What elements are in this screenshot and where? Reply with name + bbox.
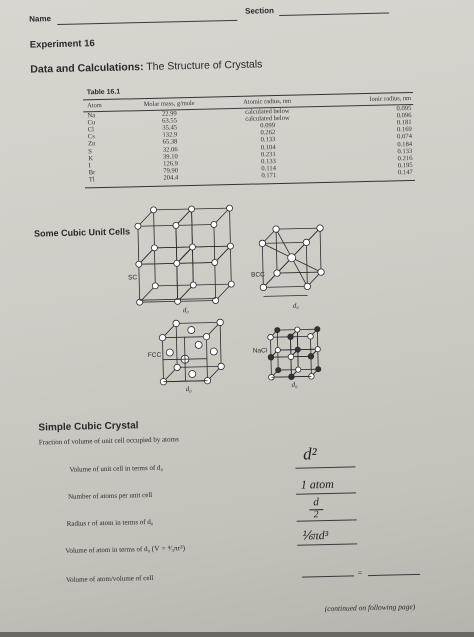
nacl-d0-label: d₀ [291,381,297,389]
fcc-label: FCC [148,352,162,359]
face-line [184,337,185,381]
cell-edge [154,210,155,248]
section-label: Section [245,6,274,16]
cell-atomic-radius: 0.104 [212,143,324,153]
chloride-ion [308,353,314,359]
cell-molar-mass: 204.4 [129,173,213,182]
cell-edge [177,263,178,301]
experiment-title: Experiment 16 [30,38,95,50]
cell-edge [154,248,155,286]
cell-molar-mass: 132.9 [128,131,212,140]
d0-dimension-line [271,376,311,377]
col-atom: Atom [87,101,127,112]
cell-edge [139,264,140,302]
heading-rest: The Structure of Crystals [146,58,262,73]
cell-edge [230,246,231,284]
cell-edge [192,246,230,247]
chloride-ion [288,334,294,340]
cell-ionic-radius: 0.184 [324,141,412,150]
atom-dot [174,364,181,371]
cell-atomic-radius: 0.171 [213,171,325,181]
cell-atom: Cu [88,119,128,127]
atom-dot [275,347,280,352]
cell-atomic-radius: 0.231 [212,150,324,160]
cell-edge [192,208,230,209]
atom-dot [295,347,300,352]
simple-cubic-subheading: Fraction of volume of unit cell occupied by atoms [39,435,179,446]
atom-dot [135,223,141,229]
cell-atomic-radius: 0.114 [213,164,325,174]
atom-dot [315,347,320,352]
cell-ionic-radius: 0.096 [323,112,411,121]
atom-dot [151,245,157,251]
atom-dot [166,349,173,356]
cell-ionic-radius: 0.169 [324,126,412,135]
sodium-ion [308,333,314,339]
cell-edge [320,228,321,272]
atom-dot [304,283,311,290]
col-atomic-radius: Atomic radius, nm [211,97,323,110]
answer-radius-numerator: d [313,496,319,508]
name-label: Name [29,14,51,23]
cell-edge [177,366,221,367]
q-atom-volume-formula: (V = ⁴⁄₃πr³) [152,543,185,553]
cell-edge [176,225,177,263]
atom-dot [218,363,225,370]
sodium-ion [288,354,294,360]
cell-edge [306,242,307,286]
cell-molar-mass: 35.45 [128,124,212,133]
cell-ionic-radius: 0.181 [324,119,412,128]
cell-edge [214,225,215,263]
atom-dot [259,240,266,247]
cell-atom: Na [87,112,127,120]
cell-edge [277,272,321,273]
atom-dot [195,341,202,348]
cell-atomic-radius: calculated below [211,114,323,124]
cell-edge [154,209,192,210]
cell-edge [176,225,214,226]
cell-edge [215,262,216,300]
answer-cell-volume: d² [303,444,317,464]
atom-dot [136,261,142,267]
cell-edge [192,209,193,247]
cell-edge [140,301,178,302]
q-cell-volume: Volume of unit cell in terms of d₀ [69,464,163,474]
atom-dot [173,320,180,327]
cell-ionic-radius: 0.133 [324,148,412,157]
cell-edge [193,284,231,285]
cell-molar-mass: 65.38 [128,138,212,147]
atom-dot [226,205,232,211]
q-atoms-per-cell: Number of atoms per unit cell [68,491,152,501]
cell-edge [138,225,176,226]
answer-atom-volume: ⅙πd³ [301,528,329,544]
cell-atom: K [88,154,128,162]
chloride-ion [268,354,274,360]
simple-cubic-heading: Simple Cubic Crystal [38,420,138,433]
cell-atom: Cs [88,133,128,141]
cell-molar-mass: 39.10 [128,152,212,161]
cell-edge [176,323,177,367]
cell-edge [220,322,221,366]
equals-sign: = [358,568,363,577]
cell-edge [262,243,263,287]
cell-edge [276,228,320,229]
cell-ionic-radius: 0.095 [323,105,411,114]
cell-atom: S [88,147,128,155]
atom-dot [151,207,157,213]
body-center-atom [288,254,296,262]
atom-dot [211,221,217,227]
answer-radius-denominator: 2 [313,509,318,520]
atom-dot [217,319,224,326]
cell-ionic-radius: 0.216 [324,155,412,164]
cell-edge [139,263,177,264]
col-molar-mass: Molar mass, g/mole [127,100,211,112]
atom-dot [315,327,320,332]
cell-atom: I [88,161,128,169]
atom-dot [274,270,281,277]
cell-edge [154,247,192,248]
cell-ionic-radius: 0.195 [325,162,413,171]
cell-molar-mass: 63.55 [127,117,211,126]
atom-dot [174,260,180,266]
cell-edge [192,247,193,285]
col-ionic-radius: Ionic radius, nm [323,95,411,107]
atom-dot [212,259,218,265]
atom-dot [173,222,179,228]
q-atom-radius: Radius r of atom in terms of d₀ [67,518,154,528]
sc-d0-label: d₀ [183,306,189,314]
cell-atom: Zn [88,140,128,148]
atom-dot [190,282,196,288]
atom-dot [316,367,321,372]
cell-edge [177,262,215,263]
cell-molar-mass: 79.90 [129,166,213,175]
sodium-ion [268,334,274,340]
d0-dimension-line [264,295,308,296]
atom-dot [188,206,194,212]
cell-edge [263,286,307,287]
atom-dot [189,370,196,377]
cell-ionic-radius: 0.074 [324,133,412,142]
atom-dot [189,244,195,250]
cell-edge [178,300,216,301]
atom-dot [317,225,324,232]
atom-dot [303,239,310,246]
atom-dot [296,367,301,372]
continued-note: (continued on following page) [325,602,416,613]
cell-edge [230,208,231,246]
nacl-label: NaCl [253,347,268,354]
heading-bold: Data and Calculations: [30,61,143,76]
cell-atomic-radius: 0.099 [212,121,324,131]
atom-dot [203,333,210,340]
cell-atomic-radius: 0.133 [212,135,324,145]
fcc-d0-label: d₀ [186,385,192,393]
cell-edge [138,226,139,264]
answer-atoms-per-cell: 1 atom [301,477,334,493]
unit-cells-heading: Some Cubic Unit Cells [34,226,130,238]
cell-edge [176,322,220,323]
atom-dot [188,326,195,333]
cell-atom: Br [89,168,129,176]
cell-atomic-radius: calculated below [211,107,323,117]
q-atom-volume-text: Volume of atom in terms of d₀ [65,545,150,555]
atom-dot [276,367,281,372]
cell-atom: Cl [88,126,128,134]
atom-dot [273,226,280,233]
bcc-label: BCC [251,271,265,278]
q-volume-ratio: Volume of atom/volume of cell [66,574,154,584]
cell-molar-mass: 126.9 [128,159,212,168]
cell-atom: Tl [89,175,129,183]
cell-edge [262,242,306,243]
cell-atomic-radius: 0.262 [212,128,324,138]
cell-molar-mass: 32.06 [128,145,212,154]
cell-molar-mass: 22.99 [127,110,211,119]
atom-dot [318,269,325,276]
atom-dot [227,243,233,249]
cell-edge [155,285,193,286]
atom-dot [260,284,267,291]
atom-dot [295,327,300,332]
bcc-d0-label: d₀ [293,302,299,310]
cell-ionic-radius: 0.147 [325,169,413,178]
cell-edge [276,229,277,273]
atom-dot [152,283,158,289]
table-title: Table 16.1 [87,89,120,97]
cell-atomic-radius: 0.133 [212,157,324,167]
sc-label: SC [128,274,137,281]
atom-dot [210,348,217,355]
atom-dot [228,281,234,287]
d0-dimension-line [163,381,207,382]
atom-dot [159,334,166,341]
atom-dot [275,327,280,332]
